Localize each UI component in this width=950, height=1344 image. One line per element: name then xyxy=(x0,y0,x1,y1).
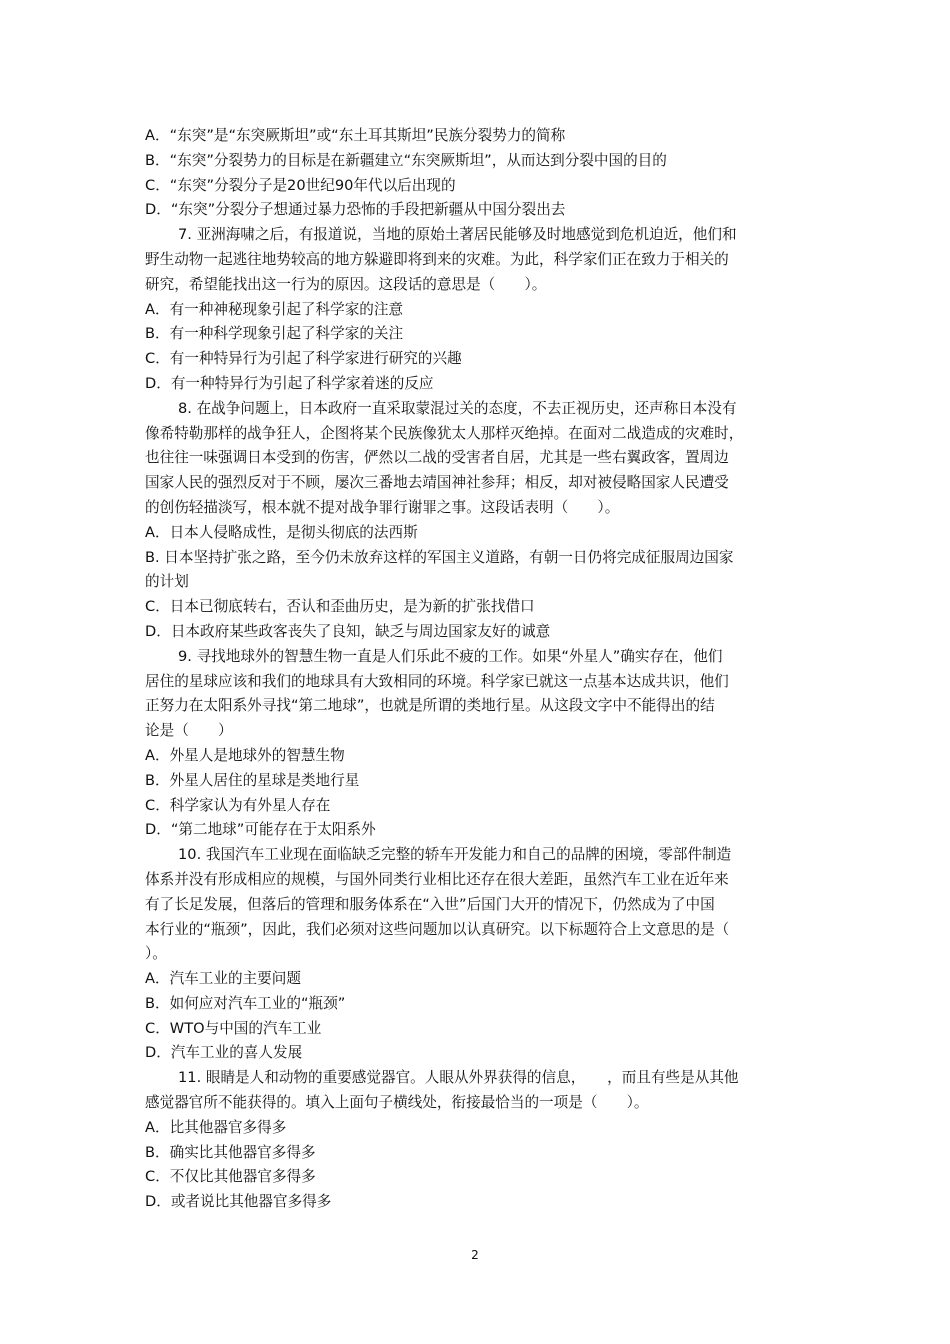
text-line: 11. 眼睛是人和动物的重要感觉器官。人眼从外界获得的信息， ，而且有些是从其他 xyxy=(178,1069,739,1087)
text-line: 本行业的“瓶颈”，因此，我们必须对这些问题加以认真研究。以下标题符合上文意思的是（ xyxy=(145,920,730,938)
answer-option: D．有一种特异行为引起了科学家着迷的反应 xyxy=(145,374,434,392)
question-stem xyxy=(145,645,813,744)
answer-option: A．“东突”是“东突厥斯坦”或“东土耳其斯坦”民族分裂势力的简称 xyxy=(145,127,566,144)
text-line: 的计划 xyxy=(145,573,189,591)
text-line: 居住的星球应该和我们的地球具有大致相同的环境。科学家已就这一点基本达成共识，他们 xyxy=(145,672,729,690)
question-stem xyxy=(145,843,813,967)
answer-option: B．外星人居住的星球是类地行星 xyxy=(145,771,360,789)
question-stem xyxy=(145,223,813,297)
answer-option: B．如何应对汽车工业的“瓶颈” xyxy=(145,994,346,1012)
text-line: 国家人民的强烈反对于不顾，屡次三番地去靖国神社参拜；相反，却对被侵略国家人民遭受 xyxy=(145,474,729,492)
text-line: 体系并没有形成相应的规模，与国外同类行业相比还存在很大差距，虽然汽车工业在近年来 xyxy=(145,870,729,888)
answer-option: D．日本政府某些政客丧失了良知，缺乏与周边国家友好的诚意 xyxy=(145,622,551,640)
text-line: 8. 在战争问题上，日本政府一直采取蒙混过关的态度，不去正视历史，还声称日本没有 xyxy=(178,399,737,417)
answer-option: C．WTO与中国的汽车工业 xyxy=(145,1019,322,1037)
text-line: 的创伤轻描淡写，根本就不提对战争罪行谢罪之事。这段话表明（ ）。 xyxy=(145,498,620,516)
text-line: 有了长足发展，但落后的管理和服务体系在“入世”后国门大开的情况下，仍然成为了中国 xyxy=(145,895,715,913)
answer-option: C．有一种特异行为引起了科学家进行研究的兴趣 xyxy=(145,350,462,368)
text-line: 研究，希望能找出这一行为的原因。这段话的意思是（ ）。 xyxy=(145,275,547,293)
answer-option xyxy=(145,546,813,596)
answer-option: D．或者说比其他器官多得多 xyxy=(145,1193,332,1211)
answer-option: C．“东突”分裂分子是20世纪90年代以后出现的 xyxy=(145,176,456,194)
answer-option: C．不仅比其他器官多得多 xyxy=(145,1168,316,1186)
answer-option: D．“东突”分裂分子想通过暴力恐怖的手段把新疆从中国分裂出去 xyxy=(145,201,566,219)
question-stem xyxy=(145,1066,813,1116)
text-line: 论是（ ） xyxy=(145,722,233,740)
text-line: 9. 寻找地球外的智慧生物一直是人们乐此不疲的工作。如果“外星人”确实存在，他们 xyxy=(178,647,723,665)
answer-option: B．“东突”分裂势力的目标是在新疆建立“东突厥斯坦”，从而达到分裂中国的目的 xyxy=(145,151,667,169)
answer-option: B．确实比其他器官多得多 xyxy=(145,1143,316,1161)
text-line: 也往往一味强调日本受到的伤害，俨然以二战的受害者自居，尤其是一些右翼政客，置周边 xyxy=(145,449,729,467)
answer-option: A．日本人侵略成性，是彻头彻底的法西斯 xyxy=(145,523,418,541)
text-line: ）。 xyxy=(145,945,167,963)
exam-content xyxy=(145,124,813,1215)
text-line: B. 日本坚持扩张之路，至今仍未放弃这样的军国主义道路，有朝一日仍将完成征服周边国家 xyxy=(145,548,734,566)
text-line: 感觉器官所不能获得的。填入上面句子横线处，衔接最恰当的一项是（ ）。 xyxy=(145,1094,649,1112)
text-line: 7. 亚洲海啸之后，有报道说，当地的原始土著居民能够及时地感觉到危机迫近，他们和 xyxy=(178,226,737,244)
answer-option: B．有一种科学现象引起了科学家的关注 xyxy=(145,325,404,343)
answer-option: A．比其他器官多得多 xyxy=(145,1118,287,1136)
answer-option: A．汽车工业的主要问题 xyxy=(145,970,301,988)
answer-option: C．科学家认为有外星人存在 xyxy=(145,796,331,814)
text-line: 10. 我国汽车工业现在面临缺乏完整的轿车开发能力和自己的品牌的困境，零部件制造 xyxy=(178,846,732,864)
answer-option: D．“第二地球”可能存在于太阳系外 xyxy=(145,821,376,839)
text-line: 正努力在太阳系外寻找“第二地球”，也就是所谓的类地行星。从这段文字中不能得出的结 xyxy=(145,697,715,715)
answer-option: D．汽车工业的喜人发展 xyxy=(145,1044,303,1062)
answer-option: A．有一种神秘现象引起了科学家的注意 xyxy=(145,300,404,318)
question-stem xyxy=(145,397,813,521)
page-number: 2 xyxy=(471,1248,479,1262)
text-line: 野生动物一起逃往地势较高的地方躲避即将到来的灾难。为此，科学家们正在致力于相关的 xyxy=(145,250,729,268)
text-line: 像希特勒那样的战争狂人，企图将某个民族像犹太人那样灭绝掉。在面对二战造成的灾难时， xyxy=(145,424,744,442)
answer-option: C．日本已彻底转右，否认和歪曲历史，是为新的扩张找借口 xyxy=(145,598,535,616)
answer-option: A．外星人是地球外的智慧生物 xyxy=(145,746,345,764)
